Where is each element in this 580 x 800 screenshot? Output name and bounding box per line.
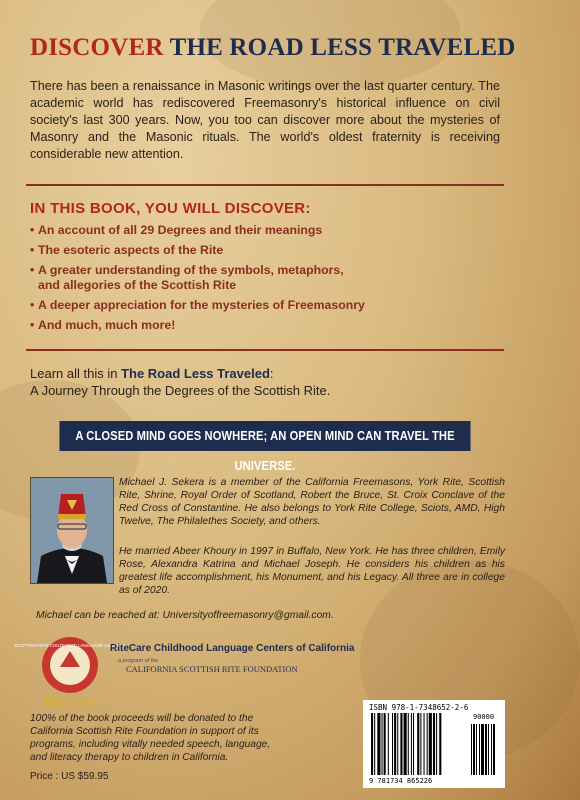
barcode-bar xyxy=(417,713,419,775)
barcode-bar xyxy=(433,713,435,775)
org-sub2: CALIFORNIA SCOTTISH RITE FOUNDATION xyxy=(126,664,298,674)
barcode-bar xyxy=(392,713,393,775)
barcode-bar xyxy=(408,713,409,775)
list-item: • A greater understanding of the symbols, metaphors, and allegories of the Scottish Rite xyxy=(30,263,348,293)
isbn-digits: 9 781734 865226 xyxy=(369,777,433,785)
barcode-bar xyxy=(471,724,472,775)
barcode-bar xyxy=(374,713,375,775)
price: Price : US $59.95 xyxy=(30,771,109,782)
learn-text xyxy=(30,365,500,399)
intro-paragraph: There has been a renaissance in Masonic writings over the last quarter century. The academic world has rediscovered Freemasonry's historical influence on civil society's last 300 years. Now, you too can discover more about the mysteries of Masonry and the Masonic rituals. The world's oldest fraternity is receiving considerable new attention. xyxy=(30,79,500,161)
barcode-bar xyxy=(476,724,477,775)
page-title xyxy=(30,34,516,62)
barcode-bar xyxy=(493,724,495,775)
discover-list xyxy=(30,223,500,338)
barcode-bar xyxy=(377,713,380,775)
author-photo-image xyxy=(31,478,113,583)
author-photo xyxy=(30,477,114,584)
title-part1: DISCOVER xyxy=(30,34,164,61)
title-part2: THE ROAD LESS TRAVELED xyxy=(169,34,516,61)
barcode-bar xyxy=(473,724,475,775)
barcode-bar xyxy=(436,713,437,775)
barcode-bar xyxy=(424,713,425,775)
barcode-bars xyxy=(363,700,505,788)
barcode-bar xyxy=(420,713,421,775)
author-contact: Michael can be reached at: Universityoffreemasonry@gmail.com. xyxy=(36,610,334,621)
barcode-bar xyxy=(397,713,398,775)
divider-top xyxy=(26,184,504,186)
barcode-bar xyxy=(382,713,383,775)
barcode-bar xyxy=(411,713,412,775)
isbn-barcode xyxy=(363,700,505,788)
barcode-bar xyxy=(400,713,402,775)
logo-ring-text: SCOTTISH RITE CHILDHOOD LANGUAGE CENTERS xyxy=(14,643,126,648)
list-item: • The esoteric aspects of the Rite xyxy=(30,243,500,258)
logo-name: Rite Care xyxy=(44,693,96,708)
list-item: • And much, much more! xyxy=(30,318,500,333)
barcode-bar xyxy=(491,724,492,775)
org-sub1: a program of the xyxy=(118,658,159,664)
barcode-bar xyxy=(384,713,386,775)
barcode-bar xyxy=(427,713,428,775)
barcode-bar xyxy=(479,724,480,775)
divider-bottom xyxy=(26,349,504,351)
barcode-bar xyxy=(413,713,414,775)
learn-subtitle: A Journey Through the Degrees of the Scottish Rite. xyxy=(30,383,331,398)
barcode-bar xyxy=(429,713,432,775)
list-item: • An account of all 29 Degrees and their meanings xyxy=(30,223,500,238)
barcode-bar xyxy=(394,713,396,775)
learn-book-title: The Road Less Traveled xyxy=(121,366,270,381)
quote-banner: A CLOSED MIND GOES NOWHERE; AN OPEN MIND CAN TRAVEL THE UNIVERSE. xyxy=(59,421,470,451)
barcode-bar xyxy=(404,713,407,775)
isbn-text: ISBN 978-1-7348652-2-6 xyxy=(369,703,469,712)
author-bio-1: Michael J. Sekera is a member of the California Freemasons, York Rite, Scottish Rite, Shrine, Royal Order of Scotland, Robert the Bruce, St. Croix Conclave of the Red Cross of Constantine. He also belongs to York Rite College, Sciots, AMD, High Twelve, The Philalethes Society, and others. xyxy=(119,477,505,527)
list-heading: IN THIS BOOK, YOU WILL DISCOVER: xyxy=(30,200,311,217)
ritecare-logo xyxy=(14,633,126,709)
learn-suffix: : xyxy=(269,366,274,381)
barcode-bar xyxy=(439,713,441,775)
barcode-price-code: 90000 xyxy=(473,713,495,721)
barcode-bar xyxy=(485,724,487,775)
donation-text: 100% of the book proceeds will be donated to the California Scottish Rite Foundation in support of its programs, including vitally needed speech, language, and literacy therapy to children in California. xyxy=(30,713,271,763)
barcode-bar xyxy=(371,713,373,775)
barcode-bar xyxy=(388,713,389,775)
barcode-bar xyxy=(488,724,489,775)
learn-prefix: Learn all this in xyxy=(30,366,122,381)
list-item: • A deeper appreciation for the mysteries of Freemasonry xyxy=(30,298,500,313)
org-name: RiteCare Childhood Language Centers of California xyxy=(110,643,355,654)
barcode-bar xyxy=(481,724,484,775)
author-bio-2: He married Abeer Khoury in 1997 in Buffalo, New York. He has three children, Emily Rose, Alexandra Katrina and Michael Joseph. He considers his children as his greatest life accomplishment, his Monument, and his Legacy. All three are in college as of 2020. xyxy=(119,546,505,596)
